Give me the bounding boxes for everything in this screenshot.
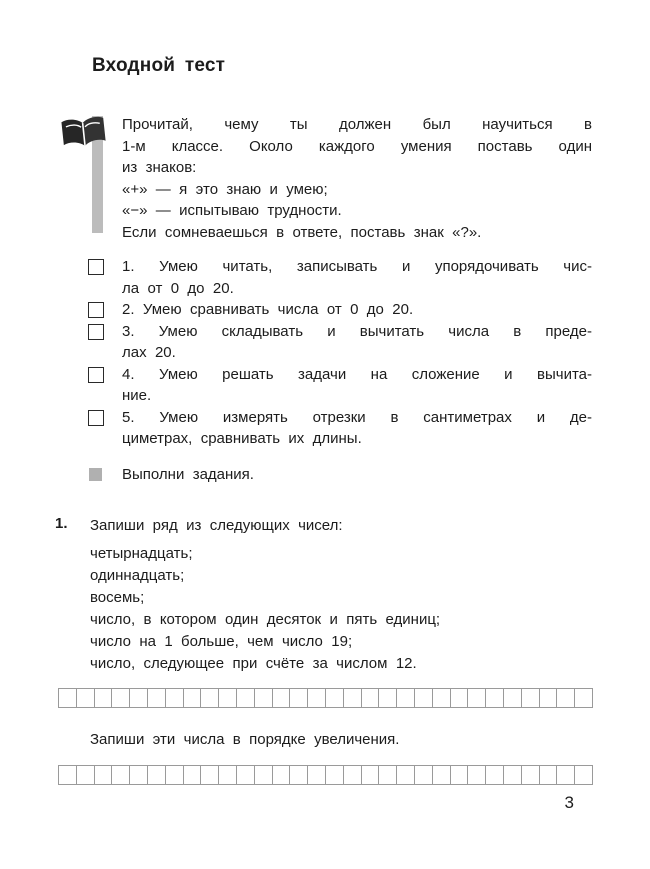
checklist-item <box>55 299 592 321</box>
grid-cell[interactable] <box>272 765 291 785</box>
text-line: 5. Умею измерять отрезки в сантиметрах и де- <box>122 408 592 426</box>
page-title: Входной тест <box>92 55 226 76</box>
grid-cell[interactable] <box>94 765 113 785</box>
grid-cell[interactable] <box>414 688 433 708</box>
do-tasks-label: Выполни задания. <box>122 465 254 483</box>
text-line: 1-м классе. Около каждого умения поставь один <box>122 137 592 155</box>
text-line: «−» — испытываю трудности. <box>122 202 342 219</box>
checklist-item <box>55 364 592 407</box>
text-line: 2. Умею сравнивать числа от 0 до 20. <box>122 301 414 318</box>
grid-cell[interactable] <box>307 688 326 708</box>
skills-checklist <box>0 256 650 450</box>
text-line: лах 20. <box>122 344 176 361</box>
grid-cell[interactable] <box>236 765 255 785</box>
grid-cell[interactable] <box>200 765 219 785</box>
grid-cell[interactable] <box>218 688 237 708</box>
task-1 <box>55 515 592 675</box>
grid-cell[interactable] <box>254 765 273 785</box>
task-number: 1. <box>55 515 68 532</box>
grid-cell[interactable] <box>272 688 291 708</box>
followup-text: Запиши эти числа в порядке увеличения. <box>90 731 400 748</box>
text-line: ла от 0 до 20. <box>122 279 234 297</box>
grid-cell[interactable] <box>200 688 219 708</box>
grid-cell[interactable] <box>574 688 593 708</box>
grid-cell[interactable] <box>236 688 255 708</box>
grid-cell[interactable] <box>556 765 575 785</box>
grid-cell[interactable] <box>361 688 380 708</box>
grid-cell[interactable] <box>450 688 469 708</box>
grid-cell[interactable] <box>378 765 397 785</box>
grid-cell[interactable] <box>76 688 95 708</box>
grid-cell[interactable] <box>467 765 486 785</box>
skill-checkbox[interactable] <box>88 302 104 318</box>
grid-cell[interactable] <box>218 765 237 785</box>
grid-cell[interactable] <box>254 688 273 708</box>
grid-cell[interactable] <box>450 765 469 785</box>
checklist-item <box>55 407 592 450</box>
grid-cell[interactable] <box>147 765 166 785</box>
grid-cell[interactable] <box>111 765 130 785</box>
text-line: ние. <box>122 387 152 404</box>
skill-checkbox[interactable] <box>88 324 104 340</box>
grid-cell[interactable] <box>539 688 558 708</box>
grid-cell[interactable] <box>111 688 130 708</box>
grid-cell[interactable] <box>58 688 77 708</box>
answer-grid <box>58 765 650 785</box>
grid-cell[interactable] <box>521 765 540 785</box>
text-line: 3. Умею складывать и вычитать числа в преде- <box>122 322 592 340</box>
grid-cell[interactable] <box>165 765 184 785</box>
grid-cell[interactable] <box>183 765 202 785</box>
grid-cell[interactable] <box>503 765 522 785</box>
grid-cell[interactable] <box>147 688 166 708</box>
grid-cell[interactable] <box>503 688 522 708</box>
task-item: число, в котором один десяток и пять единиц; <box>90 611 441 628</box>
task-item: четырнадцать; <box>90 545 193 562</box>
grid-cell[interactable] <box>556 688 575 708</box>
skill-checkbox[interactable] <box>88 259 104 275</box>
text-line: «+» — я это знаю и умею; <box>122 180 328 198</box>
task-item: одиннадцать; <box>90 567 185 584</box>
page-number: 3 <box>564 793 574 812</box>
grid-cell[interactable] <box>76 765 95 785</box>
checklist-item <box>55 256 592 299</box>
instruction-text <box>122 114 592 243</box>
grid-cell[interactable] <box>289 688 308 708</box>
task-intro: Запиши ряд из следующих чисел: <box>90 517 343 534</box>
grid-cell[interactable] <box>485 765 504 785</box>
grid-cell[interactable] <box>396 688 415 708</box>
task-item: число, следующее при счёте за числом 12. <box>90 655 417 672</box>
grid-cell[interactable] <box>378 688 397 708</box>
grid-cell[interactable] <box>165 688 184 708</box>
grid-cell[interactable] <box>414 765 433 785</box>
grid-cell[interactable] <box>521 688 540 708</box>
grid-cell[interactable] <box>574 765 593 785</box>
grid-cell[interactable] <box>58 765 77 785</box>
grid-cell[interactable] <box>325 765 344 785</box>
task-item: восемь; <box>90 589 145 606</box>
grid-cell[interactable] <box>343 765 362 785</box>
grid-cell[interactable] <box>343 688 362 708</box>
instruction-section <box>55 114 592 243</box>
grid-cell[interactable] <box>94 688 113 708</box>
grid-cell[interactable] <box>396 765 415 785</box>
text-line: циметрах, сравнивать их длины. <box>122 430 362 447</box>
grid-cell[interactable] <box>325 688 344 708</box>
text-line: Если сомневаешься в ответе, поставь знак «?». <box>122 223 482 241</box>
grid-cell[interactable] <box>129 765 148 785</box>
do-tasks-row <box>55 464 592 486</box>
checklist-item <box>55 321 592 364</box>
text-line: 4. Умею решать задачи на сложение и вычита- <box>122 365 592 383</box>
text-line: из знаков: <box>122 159 197 176</box>
answer-grid <box>58 688 650 708</box>
gray-square-marker-icon <box>89 468 102 481</box>
grid-cell[interactable] <box>485 688 504 708</box>
text-line: Прочитай, чему ты должен был научиться в <box>122 116 592 133</box>
task-1-text <box>90 515 592 675</box>
grid-cell[interactable] <box>129 688 148 708</box>
grid-cell[interactable] <box>432 688 451 708</box>
grid-cell[interactable] <box>432 765 451 785</box>
grid-cell[interactable] <box>539 765 558 785</box>
open-book-icon <box>59 114 109 159</box>
grid-cell[interactable] <box>467 688 486 708</box>
grid-cell[interactable] <box>307 765 326 785</box>
task-1-followup <box>55 729 592 751</box>
text-line: 1. Умею читать, записывать и упорядочивать чис- <box>122 258 592 275</box>
skill-checkbox[interactable] <box>88 367 104 383</box>
instruction-gutter <box>55 114 122 243</box>
grid-cell[interactable] <box>183 688 202 708</box>
grid-cell[interactable] <box>361 765 380 785</box>
skill-checkbox[interactable] <box>88 410 104 426</box>
grid-cell[interactable] <box>289 765 308 785</box>
task-item: число на 1 больше, чем число 19; <box>90 633 353 650</box>
